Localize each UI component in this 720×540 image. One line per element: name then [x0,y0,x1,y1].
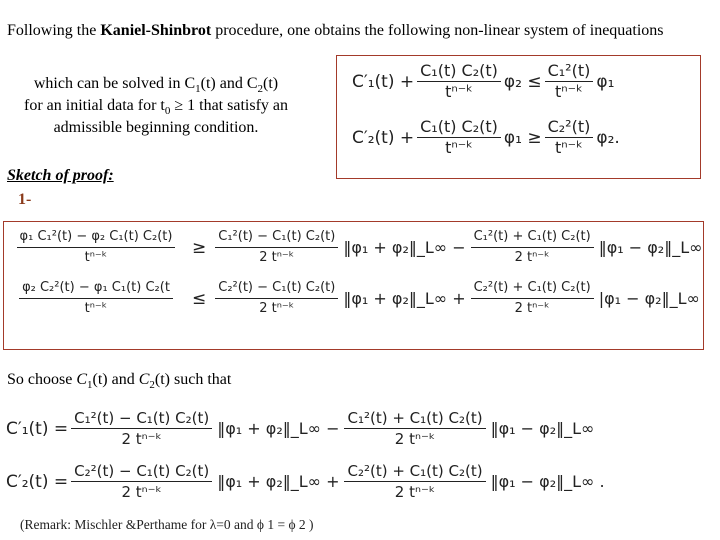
system-eq2: C′₂(t) + $\frac{\text{C₁(t) C₂(t)}}{\text{tⁿ⁻ᵏ}}$ φ₁ ≥ $\frac{\text{C₂²(t)}}{\text{tⁿ⁻ᵏ}}$ φ₂. [352,117,620,157]
remark-note: (Remark: Mischler &Perthame for λ=0 and ϕ 1 = ϕ 2 ) [20,517,314,532]
proof-row-2: $\frac{\text{φ₂ C₂²(t) − φ₁ C₁(t) C₂(t}}{\text{tⁿ⁻ᵏ}}$ ≤ $\frac{\text{C₂²(t) − C₁(t) C₂(t)}}{\text{2 tⁿ⁻ᵏ}}$ ‖φ₁ + φ₂‖_L∞ + $\frac{\text{C₂²(t) + C₁(t) C₂(t)}}{\text{2 tⁿ⁻ᵏ}}$ |φ₁ − φ₂‖_L∞ [6,278,702,319]
final-eq1: C′₁(t) = $\frac{\text{C₁²(t) − C₁(t) C₂(t)}}{\text{2 tⁿ⁻ᵏ}}$ ‖φ₁ + φ₂‖_L∞ − $\frac{\text{C₁²(t) + C₁(t) C₂(t)}}{\text{2 tⁿ⁻ᵏ}}$ ‖φ₁ − φ₂‖_L∞ [6,409,595,448]
sketch-title: Sketch of proof: [7,167,114,184]
intro-bold: Kaniel-Shinbrot [100,22,212,39]
system-eq1: C′₁(t) + $\frac{\text{C₁(t) C₂(t)}}{\text{tⁿ⁻ᵏ}}$ φ₂ ≤ $\frac{\text{C₁²(t)}}{\text{tⁿ⁻ᵏ}}$ φ₁ [352,61,615,101]
final-eq2: C′₂(t) = $\frac{\text{C₂²(t) − C₁(t) C₂(t)}}{\text{2 tⁿ⁻ᵏ}}$ ‖φ₁ + φ₂‖_L∞ + $\frac{\text{C₂²(t) + C₁(t) C₂(t)}}{\text{2 tⁿ⁻ᵏ}}$ ‖φ₁ − φ₂‖_L∞ . [6,462,605,501]
choose-line: So choose $C_1(t)$ and $C_2(t)$ such that [7,371,232,392]
step-label: 1- [18,191,32,208]
side-note: which can be solved in $C_1(t)$ and $C_2(t)$ for an initial data for $t_0 \ge 1$ that satisfy an admissible beginning condition. [24,75,288,136]
intro-paragraph: Following the Kaniel-Shinbrot procedure, one obtains the following non-linear system of inequations [7,22,664,39]
proof-row-1: $\frac{\text{φ₁ C₁²(t) − φ₂ C₁(t) C₂(t)}}{\text{tⁿ⁻ᵏ}}$ ≥ $\frac{\text{C₁²(t) − C₁(t) C₂(t)}}{\text{2 tⁿ⁻ᵏ}}$ ‖φ₁ + φ₂‖_L∞ − $\frac{\text{C₁²(t) + C₁(t) C₂(t)}}{\text{2 tⁿ⁻ᵏ}}$ ‖φ₁ − φ₂‖_L∞ [6,227,704,268]
